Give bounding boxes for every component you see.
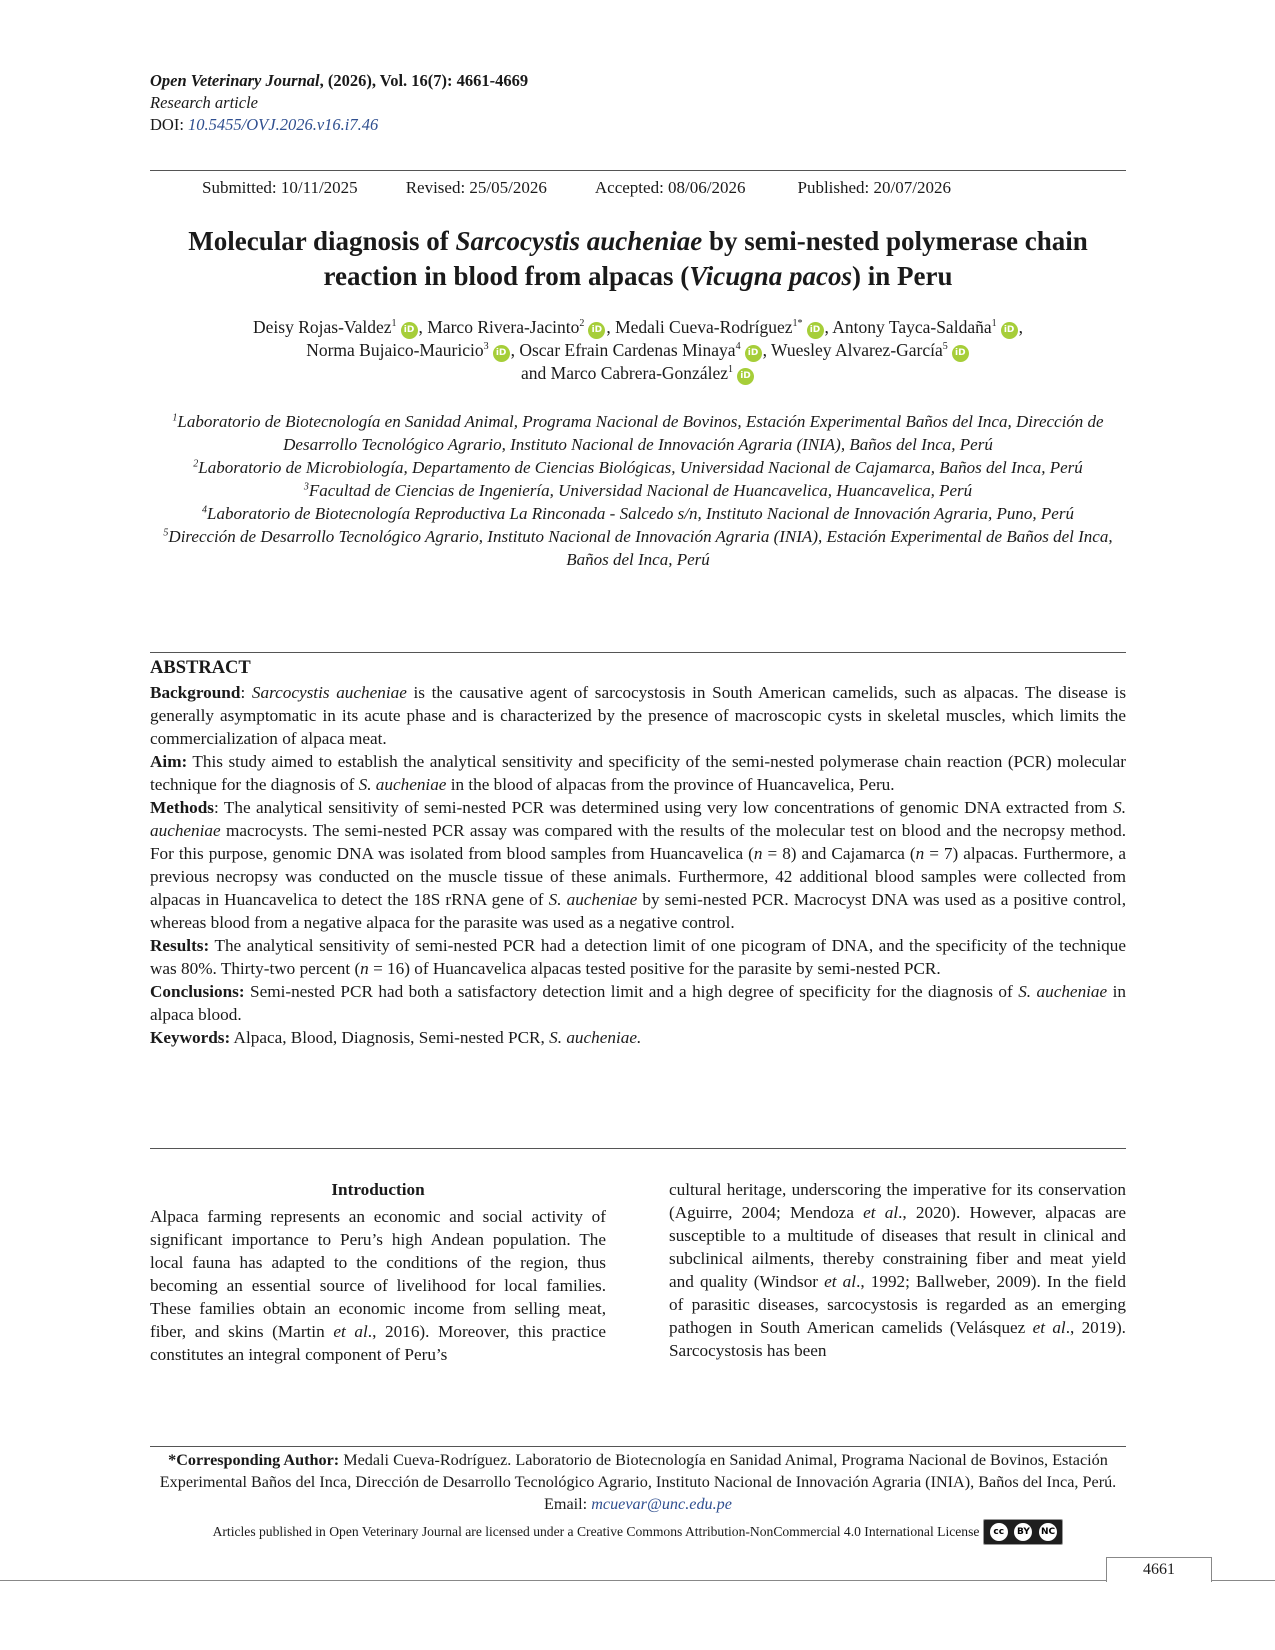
right-column [669,1178,1126,1362]
orcid-icon[interactable]: iD [588,322,605,339]
license-text: Articles published in Open Veterinary Journal are licensed under a Creative Commons Attribution-NonCommercial 4.0 International License [212,1524,980,1539]
corresponding-author [150,1449,1126,1515]
orcid-icon[interactable]: iD [952,345,969,362]
footer-line [0,1580,1275,1581]
journal-name: Open Veterinary Journal [150,71,320,90]
title-text-1: Molecular diagnosis of [188,226,456,256]
orcid-icon[interactable]: iD [401,322,418,339]
orcid-icon[interactable]: iD [745,345,762,362]
page-number: 4661 [1106,1557,1212,1582]
license-line [150,1517,1126,1547]
article-type: Research article [150,93,258,112]
journal-issue: , (2026), Vol. 16(7): 4661-4669 [319,71,529,90]
author: Marco Rivera-Jacinto$^2$ [427,317,585,337]
accepted-date: Accepted: 08/06/2026 [594,178,746,197]
author-list: Deisy Rojas-Valdez$^1$iD , Marco Rivera-Jacinto$^2$iD , Medali Cueva-Rodríguez$^{1*}$iD , Antony Tayca-Saldaña$^1$iD , Norma Bujaico-Mauricio$^3$iD , Oscar Efrain Cardenas Minaya$^4$iD , Wuesley Alvarez-García$^5$iD and Marco Cabrera-González$^1$iD [253,317,1023,383]
abstract-top-divider [150,652,1126,653]
author: and Marco Cabrera-González$^1$ [521,363,733,383]
title-text-2: by semi-nested polymerase chain reaction in blood from alpacas ( [323,226,1088,291]
published-date: Published: 20/07/2026 [797,178,951,197]
affiliation: $^2$Laboratorio de Microbiología, Departamento de Ciencias Biológicas, Universidad Nacional de Cajamarca, Baños del Inca, Perú [193,458,1083,477]
cc-icon: cc [990,1523,1008,1541]
cc-license-badge[interactable] [983,1519,1063,1545]
corresponding-email[interactable]: mcuevar@unc.edu.pe [591,1495,732,1513]
orcid-icon[interactable]: iD [1001,322,1018,339]
by-icon: BY [1014,1523,1032,1541]
introduction-heading: Introduction [331,1180,425,1199]
submitted-date: Submitted: 10/11/2025 [202,178,358,197]
author: Medali Cueva-Rodríguez$^{1*}$ [615,317,803,337]
title-host-species: Vicugna pacos [689,261,853,291]
article-title [150,224,1126,294]
author: Norma Bujaico-Mauricio$^3$ [306,340,489,360]
corresponding-label: *Corresponding Author: [168,1451,340,1469]
introduction-paragraph-right: cultural heritage, underscoring the imperative for its conservation (Aguirre, 2004; Mendoza et al., 2020). However, alpacas are susceptible to a multitude of diseases that result in clinical and subclinical ailments, thereby constraining fiber and meat yield and quality (Windsor et al., 1992; Ballweber, 2009). In the field of parasitic diseases, sarcocystosis is regarded as an emerging pathogen in South American camelids (Velásquez et al., 2019). Sarcocystosis has been [669,1180,1126,1360]
introduction-paragraph-left: Alpaca farming represents an economic and social activity of significant importance to Peru’s high Andean population. The local fauna has adapted to the conditions of the region, thus becoming an essential source of livelihood for local families. These families obtain an economic income from selling meat, fiber, and skins (Martin et al., 2016). Moreover, this practice constitutes an integral component of Peru’s [150,1207,606,1364]
header-divider [150,170,1126,171]
affiliation: $^5$Dirección de Desarrollo Tecnológico Agrario, Instituto Nacional de Innovación Agraria (INIA), Estación Experimental de Baños del Inca, Baños del Inca, Perú [163,527,1113,569]
footnote-divider [150,1446,1126,1447]
left-column [150,1178,606,1366]
orcid-icon[interactable]: iD [737,368,754,385]
affiliation: $^4$Laboratorio de Biotecnología Reproductiva La Rinconada - Salcedo s/n, Instituto Nacional de Innovación Agraria, Puno, Perú [202,504,1074,523]
abstract-heading: ABSTRACT [150,658,251,678]
doi-label: DOI: [150,115,189,134]
affiliations [150,410,1126,571]
abstract-background: Background: Sarcocystis aucheniae is the causative agent of sarcocystosis in South American camelids, such as alpacas. The disease is generally asymptomatic in its acute phase and is characterized by the presence of macroscopic cysts in skeletal muscles, which limits the commercialization of alpaca meat. [150,683,1127,748]
abstract-body [150,681,1126,1049]
affiliation: $^3$Facultad de Ciencias de Ingeniería, Universidad Nacional de Huancavelica, Huancavelica, Perú [303,481,973,500]
revised-date: Revised: 25/05/2026 [405,178,547,197]
title-species: Sarcocystis aucheniae [455,226,703,256]
abstract-aim: Aim: This study aimed to establish the analytical sensitivity and specificity of the semi-nested polymerase chain reaction (PCR) molecular technique for the diagnosis of S. aucheniae in the blood of alpacas from the province of Huancavelica, Peru. [150,752,1126,794]
corresponding-text: Medali Cueva-Rodríguez. Laboratorio de Biotecnología en Sanidad Animal, Programa Nacional de Bovinos, Estación Experimental Baños del Inca, Dirección de Desarrollo Tecnológico Agrario, Instituto Nacional de Innovación Agraria (INIA), Baños del Inca, Perú. Email: [159,1451,1117,1513]
abstract-bottom-divider [150,1148,1126,1149]
abstract-conclusions: Conclusions: Semi-nested PCR had both a satisfactory detection limit and a high degree of specificity for the diagnosis of S. aucheniae in alpaca blood. [150,982,1126,1024]
journal-header [150,70,528,136]
nc-icon: NC [1039,1523,1057,1541]
abstract-keywords: Keywords: Alpaca, Blood, Diagnosis, Semi-nested PCR, S. aucheniae. [150,1028,642,1047]
author: Antony Tayca-Saldaña$^1$ [832,317,997,337]
title-text-3: ) in Peru [852,261,953,291]
author: Oscar Efrain Cardenas Minaya$^4$ [519,340,741,360]
dates-row [150,178,1126,198]
affiliation: $^1$Laboratorio de Biotecnología en Sanidad Animal, Programa Nacional de Bovinos, Estación Experimental Baños del Inca, Dirección de Desarrollo Tecnológico Agrario, Instituto Nacional de Innovación Agraria (INIA), Baños del Inca, Perú [172,412,1104,454]
orcid-icon[interactable]: iD [807,322,824,339]
doi-link[interactable]: 10.5455/OVJ.2026.v16.i7.46 [188,115,379,134]
abstract-results: Results: The analytical sensitivity of semi-nested PCR had a detection limit of one picogram of DNA, and the specificity of the technique was 80%. Thirty-two percent (n = 16) of Huancavelica alpacas tested positive for the parasite by semi-nested PCR. [150,936,1126,978]
author: Wuesley Alvarez-García$^5$ [771,340,948,360]
author: Deisy Rojas-Valdez$^1$ [253,317,397,337]
abstract-methods: Methods: The analytical sensitivity of semi-nested PCR was determined using very low concentrations of genomic DNA extracted from S. aucheniae macrocysts. The semi-nested PCR assay was compared with the results of the molecular test on blood and the necropsy method. For this purpose, genomic DNA was isolated from blood samples from Huancavelica (n = 8) and Cajamarca (n = 7) alpacas. Furthermore, a previous necropsy was conducted on the muscle tissue of these animals. Furthermore, 42 additional blood samples were collected from alpacas in Huancavelica to detect the 18S rRNA gene of S. aucheniae by semi-nested PCR. Macrocyst DNA was used as a positive control, whereas blood from a negative alpaca for the parasite was used as a negative control. [150,798,1127,932]
orcid-icon[interactable]: iD [493,345,510,362]
